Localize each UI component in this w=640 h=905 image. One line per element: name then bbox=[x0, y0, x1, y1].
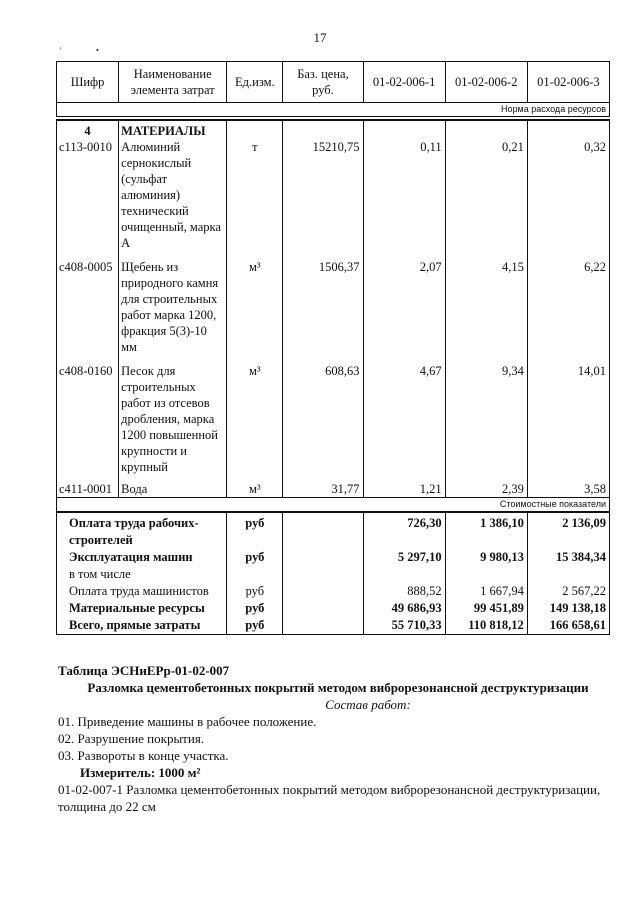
resource-unit: м³ bbox=[227, 259, 283, 355]
resource-unit: т bbox=[227, 139, 283, 251]
section-title: МАТЕРИАЛЫ bbox=[119, 120, 227, 139]
cost-unit: руб bbox=[227, 600, 283, 617]
work-step: 01. Приведение машины в рабочее положение. bbox=[58, 714, 317, 729]
cost-v1: 5 297,10 bbox=[363, 549, 445, 566]
header-unit: Ед.изм. bbox=[227, 62, 283, 103]
cost-v2: 1 386,10 bbox=[445, 512, 527, 549]
resource-v1: 4,67 bbox=[363, 363, 445, 475]
resource-code: с411-0001 bbox=[57, 481, 119, 498]
resource-code: с408-0005 bbox=[57, 259, 119, 355]
band-norm-row bbox=[57, 103, 610, 117]
cost-row bbox=[57, 617, 610, 635]
header-code: Шифр bbox=[57, 62, 119, 103]
cost-v1: 726,30 bbox=[363, 512, 445, 549]
resource-price: 15210,75 bbox=[283, 139, 363, 251]
resource-v3: 6,22 bbox=[527, 259, 609, 355]
work-step: 03. Развороты в конце участка. bbox=[58, 748, 229, 763]
resource-unit: м³ bbox=[227, 481, 283, 498]
cost-unit: руб bbox=[227, 549, 283, 566]
cost-label: Оплата труда машинистов bbox=[57, 583, 227, 600]
cost-v3: 2 136,09 bbox=[527, 512, 609, 549]
cost-v1: 49 686,93 bbox=[363, 600, 445, 617]
header-price: Баз. цена, руб. bbox=[283, 62, 363, 103]
section-number: 4 bbox=[57, 120, 119, 139]
resource-v2: 2,39 bbox=[445, 481, 527, 498]
cost-v1 bbox=[363, 566, 445, 583]
cost-row bbox=[57, 512, 610, 549]
table-header-row bbox=[57, 62, 610, 103]
cost-label: в том числе bbox=[57, 566, 227, 583]
resource-v3: 3,58 bbox=[527, 481, 609, 498]
table-row bbox=[57, 139, 610, 251]
cost-v3: 15 384,34 bbox=[527, 549, 609, 566]
table-description bbox=[58, 662, 618, 815]
cost-v3: 2 567,22 bbox=[527, 583, 609, 600]
page-number: 17 bbox=[313, 30, 327, 45]
resource-v1: 2,07 bbox=[363, 259, 445, 355]
band-cost-row bbox=[57, 498, 610, 513]
item-note: 01-02-007-1 Разломка цементобетонных покрытий методом виброрезонансной деструктуризации, толщина до 22 см bbox=[58, 782, 601, 814]
resource-table bbox=[56, 61, 610, 635]
resource-v3: 14,01 bbox=[527, 363, 609, 475]
resource-price: 608,63 bbox=[283, 363, 363, 475]
table-row bbox=[57, 481, 610, 498]
cost-v3: 166 658,61 bbox=[527, 617, 609, 635]
cost-row bbox=[57, 549, 610, 566]
cost-label: Оплата труда рабочих-строителей bbox=[57, 512, 227, 549]
resource-v2: 4,15 bbox=[445, 259, 527, 355]
cost-unit: руб bbox=[227, 512, 283, 549]
cost-unit: руб bbox=[227, 617, 283, 635]
header-name: Наименование элемента затрат bbox=[119, 62, 227, 103]
work-step: 02. Разрушение покрытия. bbox=[58, 731, 205, 746]
stray-mark: • bbox=[96, 46, 99, 55]
cost-v2: 1 667,94 bbox=[445, 583, 527, 600]
cost-label: Эксплуатация машин bbox=[57, 549, 227, 566]
cost-row bbox=[57, 583, 610, 600]
cost-row bbox=[57, 566, 610, 583]
cost-v2 bbox=[445, 566, 527, 583]
cost-v2: 110 818,12 bbox=[445, 617, 527, 635]
header-col-3: 01-02-006-3 bbox=[527, 62, 609, 103]
measure-unit: Измеритель: 1000 м² bbox=[80, 765, 201, 780]
cost-label: Всего, прямые затраты bbox=[57, 617, 227, 635]
resource-code: с408-0160 bbox=[57, 363, 119, 475]
resource-unit: м³ bbox=[227, 363, 283, 475]
resource-v1: 0,11 bbox=[363, 139, 445, 251]
cost-unit: руб bbox=[227, 583, 283, 600]
table-subtitle: Разломка цементобетонных покрытий методом виброрезонансной деструктуризации bbox=[87, 680, 589, 695]
cost-v1: 888,52 bbox=[363, 583, 445, 600]
resource-name: Щебень из природного камня для строительных работ марка 1200, фракция 5(3)-10 мм bbox=[119, 259, 227, 355]
resource-v2: 9,34 bbox=[445, 363, 527, 475]
resource-price: 1506,37 bbox=[283, 259, 363, 355]
cost-v2: 99 451,89 bbox=[445, 600, 527, 617]
stray-mark: ' bbox=[60, 46, 62, 55]
cost-unit bbox=[227, 566, 283, 583]
cost-v1: 55 710,33 bbox=[363, 617, 445, 635]
resource-name: Вода bbox=[119, 481, 227, 498]
cost-row bbox=[57, 600, 610, 617]
cost-v3: 149 138,18 bbox=[527, 600, 609, 617]
table-row bbox=[57, 259, 610, 355]
section-row bbox=[57, 120, 610, 139]
resource-v2: 0,21 bbox=[445, 139, 527, 251]
band-norm: Норма расхода ресурсов bbox=[57, 103, 610, 117]
resource-price: 31,77 bbox=[283, 481, 363, 498]
table-title: Таблица ЭСНиЕРр-01-02-007 bbox=[58, 663, 230, 678]
cost-label: Материальные ресурсы bbox=[57, 600, 227, 617]
header-col-1: 01-02-006-1 bbox=[363, 62, 445, 103]
resource-v3: 0,32 bbox=[527, 139, 609, 251]
resource-code: с113-0010 bbox=[57, 139, 119, 251]
cost-v3 bbox=[527, 566, 609, 583]
resource-v1: 1,21 bbox=[363, 481, 445, 498]
table-row bbox=[57, 363, 610, 475]
cost-v2: 9 980,13 bbox=[445, 549, 527, 566]
resource-name: Алюминий сернокислый (сульфат алюминия) технический очищенный, марка А bbox=[119, 139, 227, 251]
work-composition-heading: Состав работ: bbox=[325, 697, 411, 712]
resource-name: Песок для строительных работ из отсевов дробления, марка 1200 повышенной крупности и крупный bbox=[119, 363, 227, 475]
header-col-2: 01-02-006-2 bbox=[445, 62, 527, 103]
band-cost: Стоимостные показатели bbox=[57, 498, 610, 513]
